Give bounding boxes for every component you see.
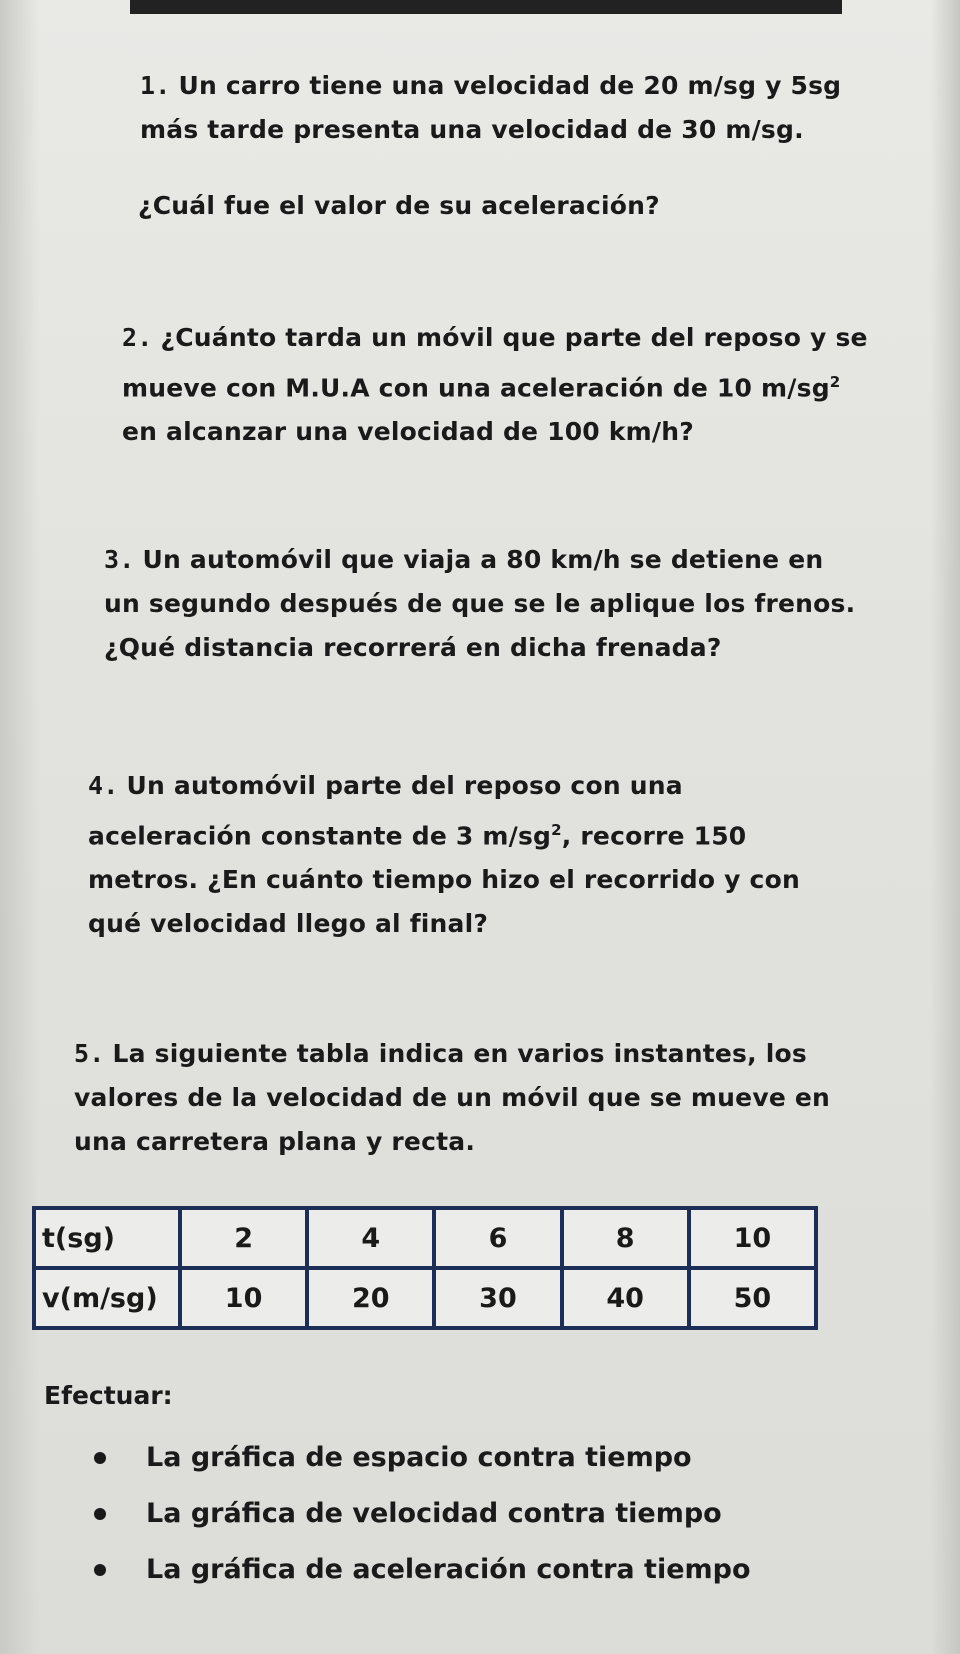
question-text-line: ¿Qué distancia recorrerá en dicha frenada? <box>104 633 722 662</box>
question-number: 1. <box>140 71 171 100</box>
question-text-line: un segundo después de que se le aplique los frenos. <box>104 589 856 618</box>
question-4 <box>88 764 800 946</box>
table-cell: 20 <box>307 1268 434 1328</box>
question-text-line: una carretera plana y recta. <box>74 1127 476 1156</box>
list-item <box>94 1542 751 1598</box>
table-cell: 30 <box>434 1268 561 1328</box>
task-text: La gráfica de velocidad contra tiempo <box>146 1498 722 1529</box>
question-text-line: en alcanzar una velocidad de 100 km/h? <box>122 417 694 447</box>
question-text-line: qué velocidad llego al final? <box>88 909 489 939</box>
superscript: 2 <box>551 821 562 839</box>
question-text-line: La siguiente tabla indica en varios instantes, los <box>112 1039 807 1068</box>
question-2 <box>122 316 868 454</box>
table-cell: 10 <box>180 1268 307 1328</box>
question-text-line: Un automóvil parte del reposo con una <box>126 771 683 800</box>
velocity-table <box>32 1206 818 1330</box>
table-cell: 6 <box>434 1208 561 1268</box>
question-text-line: más tarde presenta una velocidad de 30 m/sg. <box>140 115 804 144</box>
table-row <box>34 1268 816 1328</box>
bullet-icon <box>94 1508 106 1520</box>
task-text: La gráfica de aceleración contra tiempo <box>146 1554 751 1585</box>
question-text-line: ¿Cuánto tarda un móvil que parte del reposo y se <box>160 323 868 352</box>
question-number: 3. <box>104 545 135 574</box>
question-5 <box>74 1032 831 1164</box>
table-header-cell: v(m/sg) <box>34 1268 180 1328</box>
table-row <box>34 1208 816 1268</box>
question-text-line: ¿Cuál fue el valor de su aceleración? <box>138 191 660 220</box>
question-text-line: Un automóvil que viaja a 80 km/h se detiene en <box>142 545 824 574</box>
question-text-line: valores de la velocidad de un móvil que se mueve en <box>74 1083 831 1112</box>
list-item <box>94 1430 751 1486</box>
bullet-icon <box>94 1564 106 1576</box>
question-text-line: mueve con M.U.A con una aceleración de 10 m/sg <box>122 373 830 403</box>
question-text-line: , recorre 150 <box>561 821 747 851</box>
question-3 <box>104 538 856 670</box>
table-header-cell: t(sg) <box>34 1208 180 1268</box>
superscript: 2 <box>829 373 841 391</box>
question-number: 2. <box>122 323 153 352</box>
table-cell: 10 <box>689 1208 816 1268</box>
task-list <box>94 1430 751 1598</box>
page-shadow-left <box>0 0 40 1654</box>
task-text: La gráfica de espacio contra tiempo <box>146 1442 692 1473</box>
page-shadow-right <box>930 0 960 1654</box>
question-number: 5. <box>74 1039 105 1068</box>
bullet-icon <box>94 1452 106 1464</box>
question-1 <box>140 64 842 152</box>
top-dark-band <box>130 0 842 14</box>
list-item <box>94 1486 751 1542</box>
efectuar-label: Efectuar: <box>44 1381 173 1410</box>
question-text-line: Un carro tiene una velocidad de 20 m/sg y 5sg <box>178 71 842 100</box>
question-1-ask <box>138 184 660 228</box>
question-number: 4. <box>88 771 119 800</box>
table-cell: 40 <box>562 1268 689 1328</box>
question-text-line: metros. ¿En cuánto tiempo hizo el recorrido y con <box>88 865 800 895</box>
table-cell: 50 <box>689 1268 816 1328</box>
table-cell: 2 <box>180 1208 307 1268</box>
table-cell: 8 <box>562 1208 689 1268</box>
question-text-line: aceleración constante de 3 m/sg <box>88 821 552 851</box>
table-cell: 4 <box>307 1208 434 1268</box>
